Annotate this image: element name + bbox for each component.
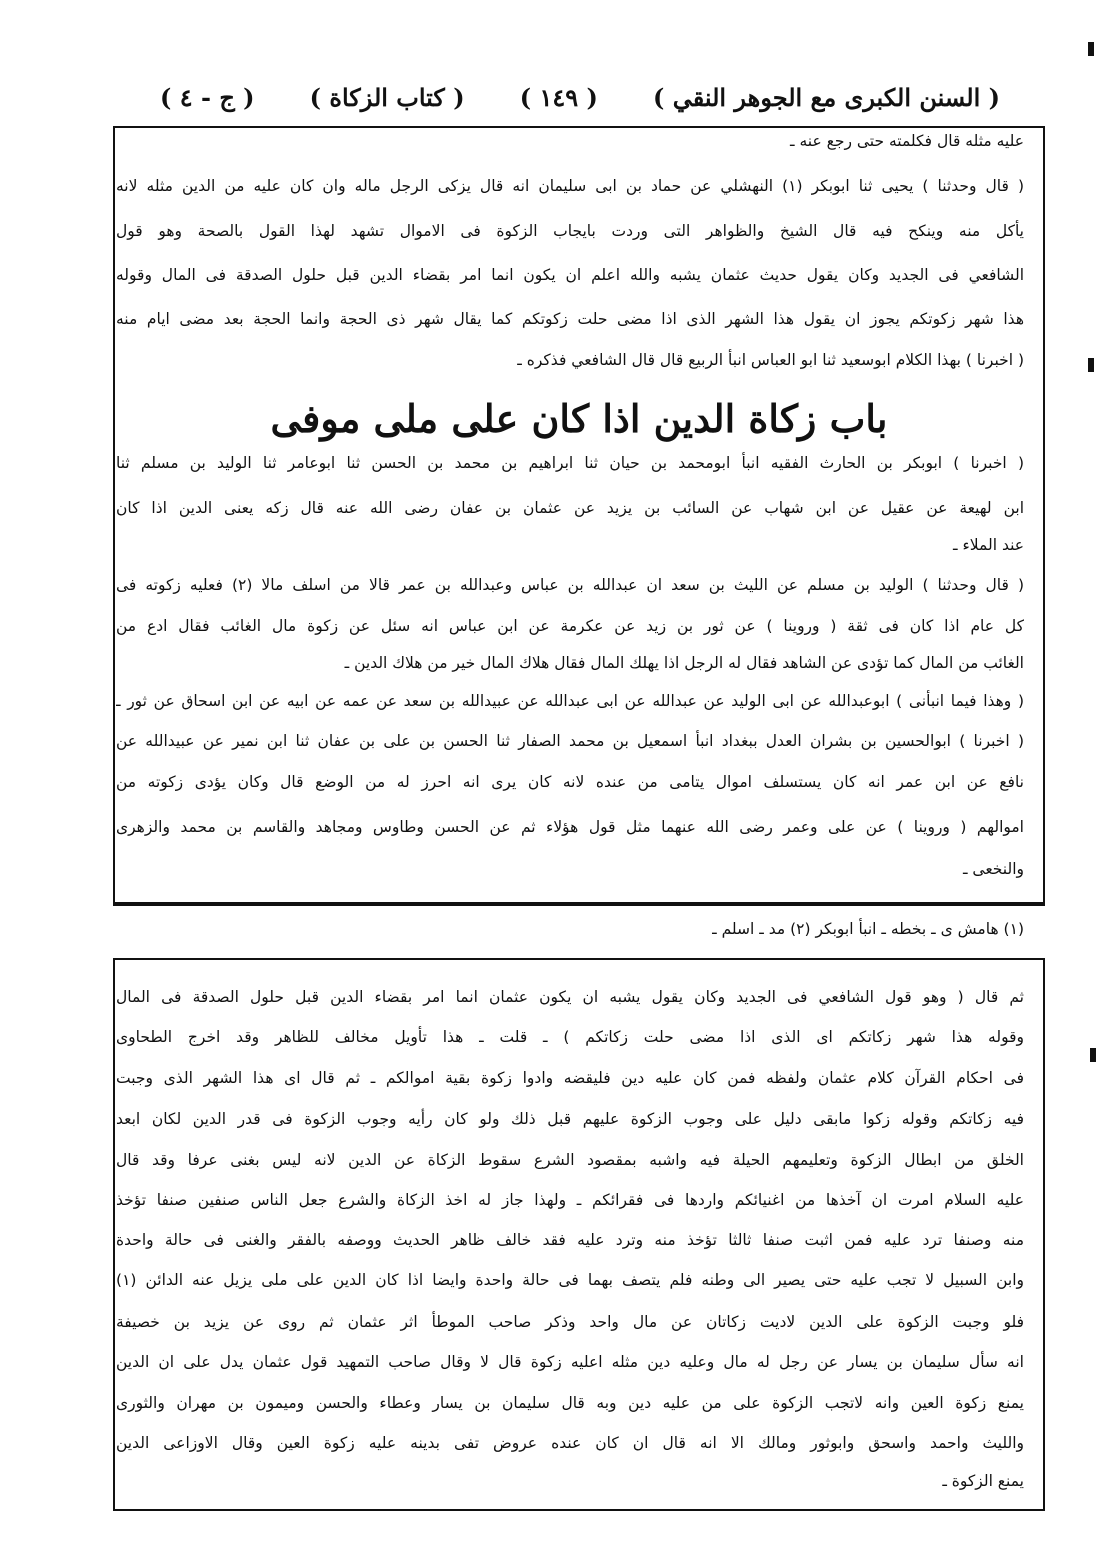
commentary-line: منه وصنفا ترد عليه فمن اثبت صنفا ثالثا تؤخذ منه وترد عليه فقد خالف ظاهر الحديث ووصفه بالفقر والغنى فى حالة واحدة	[116, 1231, 1024, 1249]
commentary-line: ثم قال ( وهو قول الشافعي فى الجديد وكان يقول يشبه ان يكون عثمان انما امر بقضاء الدين قبل حلول الصدقة فى المال	[116, 988, 1024, 1006]
text-line: ابن لهيعة عن عقيل عن ابن شهاب عن السائب بن يزيد عن عثمان بن عفان رضى الله عنه قال زكه يعنى الدين اذا كان	[116, 499, 1024, 517]
footnote: (١) هامش ى ـ بخطه ـ انبأ ابوبكر (٢) مد ـ اسلم ـ	[712, 920, 1024, 938]
header-page-number: ( ١٤٩ )	[519, 82, 598, 112]
text-line: هذا شهر زكوتكم يجوز ان يقول هذا الشهر الذى اذا مضى حلت زكوتكم كما يقال شهر ذى الحجة وانما الحجة بعد مضى ايام منه	[116, 310, 1024, 328]
commentary-line: وابن السبيل لا تجب عليه حتى يصير الى وطنه فلم يتصف بهما فى حالة واحدة وايضا اذا كان الدين على ملى يزيل عنه الدائن (١)	[116, 1271, 1024, 1289]
text-line: عند الملاء ـ	[953, 536, 1024, 554]
commentary-line: انه سأل سليمان بن يسار عن رجل له مال وعليه دين مثله اعليه زكوة قال لا وقال صاحب التمهيد قول عثمان يدل على ان الدين	[116, 1353, 1024, 1371]
text-line: نافع عن ابن عمر انه كان يستسلف اموال يتامى من عنده لانه كان يرى انه احرز له من الوضع قال وكان يؤدى زكوته من	[116, 773, 1024, 791]
header-book-title: ( السنن الكبرى مع الجوهر النقي )	[652, 82, 1000, 112]
text-line: الغائب من المال كما تؤدى عن الشاهد فقال له الرجل اذا يهلك المال فقال هلاك المال خير من هلاك الدين ـ	[344, 654, 1024, 672]
footnote-separator	[113, 904, 1045, 906]
text-line: ( قال وحدثنا ) يحيى ثنا ابوبكر (١) النهشلي عن حماد بن ابى سليمان انه قال يزكى الرجل ماله وان كان عليه من الدين مثله لانه	[116, 177, 1024, 195]
header-volume: ( ج - ٤ )	[160, 82, 255, 112]
commentary-line: والليث واحمد واسحق وابوثور ومالك الا انه قال ان كان عنده عروض تفى بدينه عليه زكوة العين وقال الاوزاعى الدين	[116, 1434, 1024, 1452]
commentary-line: فى احكام القرآن كلام عثمان ولفظه فمن كان عليه دين فليقضه وادوا زكوة بقية اموالكم ـ ثم قال اى هذا الشهر الذى وجبت	[116, 1069, 1024, 1087]
text-line: الشافعي فى الجديد وكان يقول حديث عثمان يشبه والله اعلم ان يكون انما امر بقضاء الدين قبل حلول الصدقة فى المال وقوله	[116, 266, 1024, 284]
margin-mark	[1088, 358, 1094, 372]
commentary-line: فيه زكاتكم وقوله زكوا مابقى دليل على وجوب الزكوة عليهم قبل ذلك ولو كان رأيه وجوب الزكوة فى قدر الدين لكان ابعد	[116, 1110, 1024, 1128]
text-line: عليه مثله قال فكلمته حتى رجع عنه ـ	[790, 132, 1024, 150]
commentary-line: يمنع زكوة العين وانه لاتجب الزكوة على من عليه دين وبه قال سليمان بن يسار وعطاء والحسن وميمون بن مهران والثورى	[116, 1394, 1024, 1412]
text-line: ( اخبرنا ) بهذا الكلام ابوسعيد ثنا ابو العباس انبأ الربيع قال قال الشافعي فذكره ـ	[517, 351, 1024, 369]
commentary-line: عليه السلام امرت ان آخذها من اغنيائكم واردها فى فقرائكم ـ ولهذا جاز له اخذ الزكاة والشرع جعل الناس صنفين صنفا تؤخذ	[116, 1191, 1024, 1209]
header-book-section: ( كتاب الزكاة )	[309, 82, 465, 112]
commentary-line: وقوله هذا شهر زكاتكم اى الذى اذا مضى حلت زكاتكم ) ـ قلت ـ هذا تأويل مخالف للظاهر وقد اخرج الطحاوى	[116, 1028, 1024, 1046]
text-line: يأكل منه وينكح فيه قال الشيخ والظواهر التى وردت بايجاب الزكوة فى الاموال تشهد لهذا القول بالصحة وهو قول	[116, 222, 1024, 240]
chapter-heading: باب زكاة الدين اذا كان على ملى موفى	[270, 396, 888, 441]
text-line: ( وهذا فيما انبأنى ) ابوعبدالله عن ابى الوليد عن عبدالله عن ابى عبدالله عن عبيدالله بن سعد عن عمه عن ابيه عن ابن اسحاق عن ثور ـ	[116, 692, 1024, 710]
commentary-line: يمنع الزكوة ـ	[942, 1472, 1024, 1490]
text-line: اموالهم ( وروينا ) عن على وعمر رضى الله عنهما مثل قول هؤلاء ثم عن الحسن وطاوس ومجاهد والقاسم بن محمد والزهرى	[116, 818, 1024, 836]
text-line: كل عام اذا كان فى ثقة ( وروينا ) عن ثور بن زيد عن عكرمة عن ابن عباس انه سئل عن زكوة مال الغائب فقال ادع من	[116, 617, 1024, 635]
commentary-line: فلو وجبت الزكوة على الدين لاديت زكاتان عن مال واحد وذكر صاحب الموطأ اثر عثمان ثم روى عن يزيد بن خصيفة	[116, 1313, 1024, 1331]
margin-mark	[1090, 1048, 1096, 1062]
text-line: ( اخبرنا ) ابوبكر بن الحارث الفقيه انبأ ابومحمد بن حيان ثنا ابراهيم بن محمد بن الحسن ثنا ابوعامر ثنا الوليد بن مسلم ثنا	[116, 454, 1024, 472]
margin-mark	[1088, 42, 1094, 56]
text-line: ( قال وحدثنا ) الوليد بن مسلم عن الليث بن سعد ان عبدالله بن عباس وعبدالله بن عمر قالا من اسلف مالا (٢) فعليه زكوته فى	[116, 576, 1024, 594]
page-header	[160, 72, 1000, 122]
commentary-line: الخلق من ابطال الزكوة وتعليمهم الحيلة فيه واشبه بمقصود الشرع سقوط الزكاة عن الدين لانه ليس بغنى عرفا وقد قال	[116, 1151, 1024, 1169]
text-line: ( اخبرنا ) ابوالحسين بن بشران العدل ببغداد انبأ اسمعيل بن محمد الصفار ثنا الحسن بن على بن عفان ثنا ابن نمير عن عبيدالله عن	[116, 732, 1024, 750]
text-line: والنخعى ـ	[962, 860, 1024, 878]
